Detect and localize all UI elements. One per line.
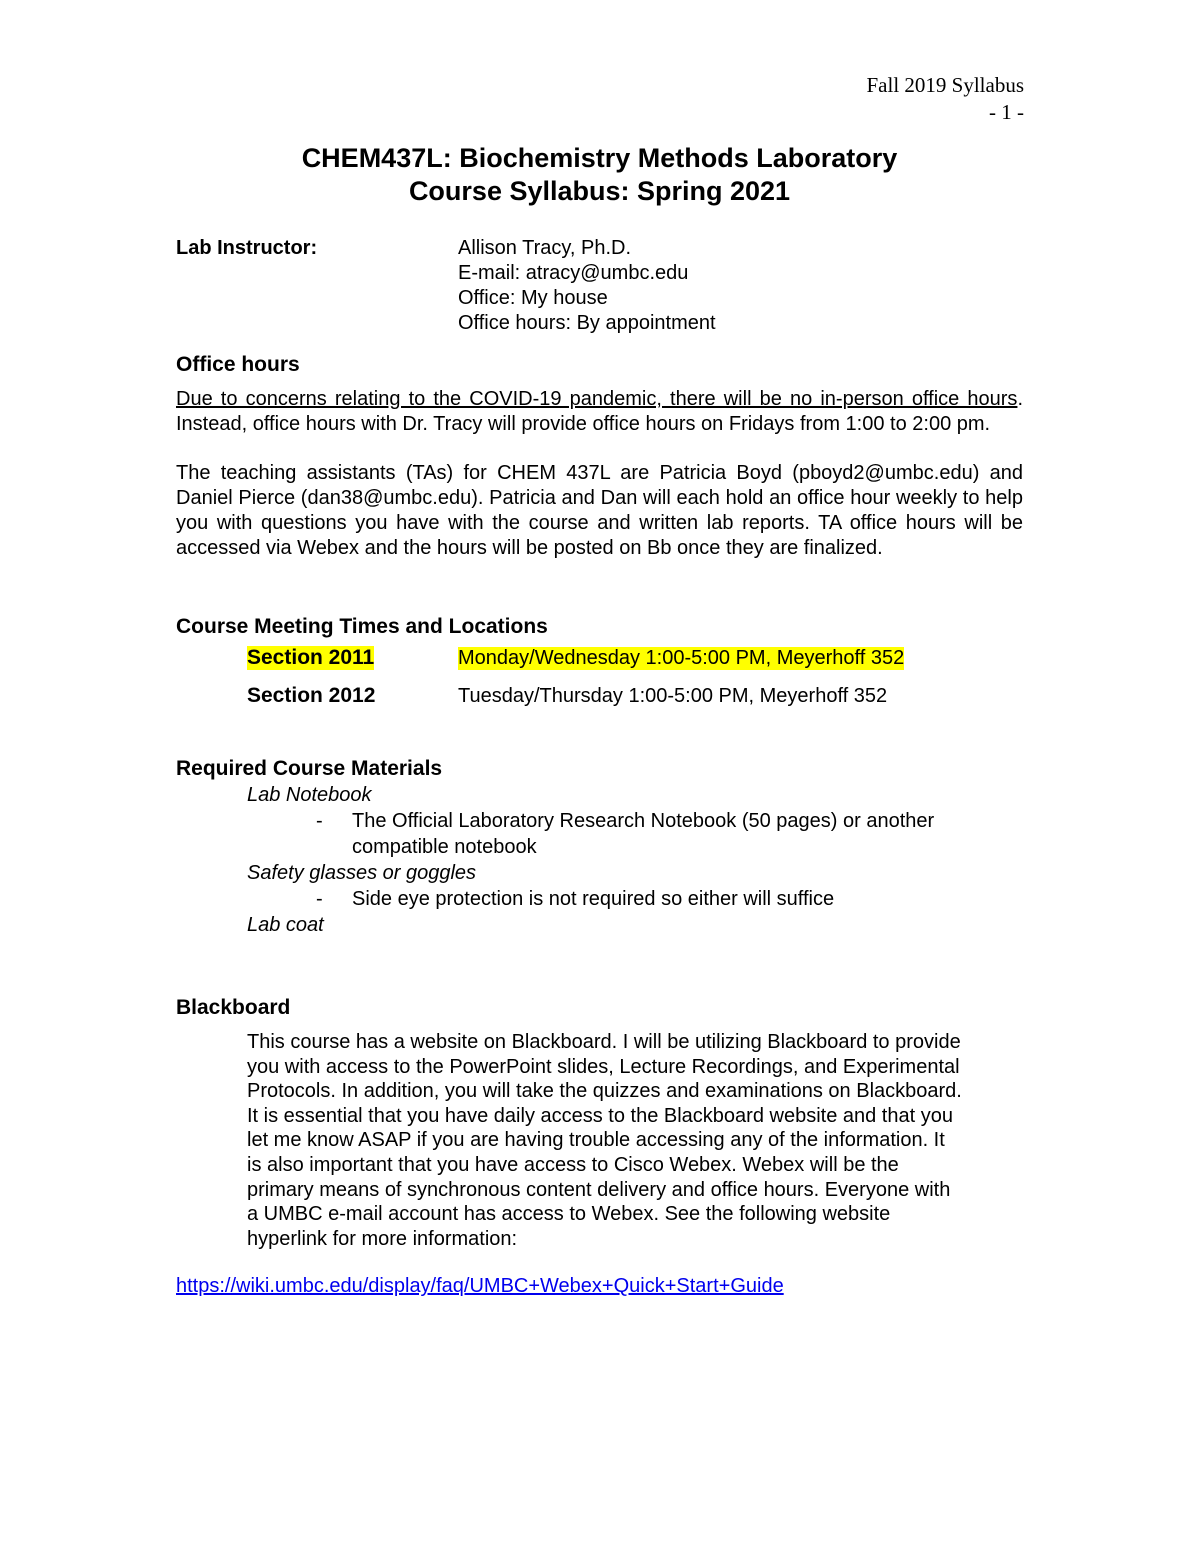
dash-bullet: - <box>316 888 323 910</box>
webex-guide-link[interactable]: https://wiki.umbc.edu/display/faq/UMBC+Webex+Quick+Start+Guide <box>176 1275 784 1298</box>
blackboard-line: you with access to the PowerPoint slides, Lecture Recordings, and Experimental <box>247 1055 960 1078</box>
instructor-label: Lab Instructor: <box>176 237 318 259</box>
section-label: Section 2012 <box>247 684 376 707</box>
meeting-row <box>176 678 1023 716</box>
section-time: Monday/Wednesday 1:00-5:00 PM, Meyerhoff 352 <box>458 647 905 669</box>
section-time: Tuesday/Thursday 1:00-5:00 PM, Meyerhoff 352 <box>458 685 888 707</box>
blackboard-line: primary means of synchronous content delivery and office hours. Everyone with <box>247 1178 951 1201</box>
covid-notice: Due to concerns relating to the COVID-19 pandemic, there will be no in-person office hours <box>176 388 1018 410</box>
course-title-line2: Course Syllabus: Spring 2021 <box>408 176 791 206</box>
instructor-block <box>176 236 1023 334</box>
meeting-row <box>176 640 1023 678</box>
blackboard-line: let me know ASAP if you are having trouble accessing any of the information. It <box>247 1129 945 1152</box>
blackboard-paragraph <box>247 1030 1023 1251</box>
instructor-office: Office: My house <box>458 287 608 309</box>
material-note-text: Side eye protection is not required so either will suffice <box>352 888 835 910</box>
blackboard-line: is also important that you have access to Cisco Webex. Webex will be the <box>247 1153 899 1176</box>
instructor-office-hours: Office hours: By appointment <box>458 312 716 334</box>
material-note <box>316 886 1023 912</box>
course-title <box>176 142 1023 208</box>
materials-heading: Required Course Materials <box>176 757 443 780</box>
office-hours-paragraph <box>176 387 1023 437</box>
material-note <box>316 808 1023 860</box>
meetings-heading: Course Meeting Times and Locations <box>176 615 548 638</box>
blackboard-line: It is essential that you have daily access to the Blackboard website and that you <box>247 1104 953 1127</box>
dash-bullet: - <box>316 810 323 832</box>
blackboard-heading: Blackboard <box>176 996 291 1019</box>
blackboard-line: hyperlink for more information: <box>247 1227 518 1250</box>
blackboard-line: This course has a website on Blackboard. I will be utilizing Blackboard to provide <box>247 1031 961 1053</box>
page-header <box>866 72 1024 126</box>
blackboard-line: Protocols. In addition, you will take the quizzes and examinations on Blackboard. <box>247 1080 962 1103</box>
course-title-line1: CHEM437L: Biochemistry Methods Laboratory <box>301 143 898 173</box>
instructor-email: E-mail: atracy@umbc.edu <box>458 262 689 284</box>
instructor-name: Allison Tracy, Ph.D. <box>458 237 632 259</box>
document-body <box>176 142 1023 1298</box>
header-title: Fall 2019 Syllabus <box>866 73 1024 97</box>
section-label: Section 2011 <box>247 646 375 669</box>
office-hours-heading: Office hours <box>176 353 300 376</box>
material-lab-coat: Lab coat <box>247 914 324 936</box>
instructor-info <box>458 236 716 336</box>
material-lab-notebook: Lab Notebook <box>247 784 372 806</box>
page-number: - 1 - <box>989 100 1024 124</box>
ta-paragraph: The teaching assistants (TAs) for CHEM 437L are Patricia Boyd (pboyd2@umbc.edu) and Daniel Pierce (dan38@umbc.edu). Patricia and Dan will each hold an office hour weekly to help you with questions you have with the course and written lab reports. TA office hours will be accessed via Webex and the hours will be posted on Bb once they are finalized. <box>176 462 1023 559</box>
material-safety-glasses: Safety glasses or goggles <box>247 862 477 884</box>
material-note-text: The Official Laboratory Research Notebook (50 pages) or another compatible notebook <box>352 810 935 858</box>
materials-list <box>176 782 1023 938</box>
office-hours-rest: . Instead, office hours with Dr. Tracy will provide office hours on Fridays from 1:00 to 2:00 pm. <box>176 388 1023 435</box>
blackboard-line: a UMBC e-mail account has access to Webex. See the following website <box>247 1203 891 1226</box>
